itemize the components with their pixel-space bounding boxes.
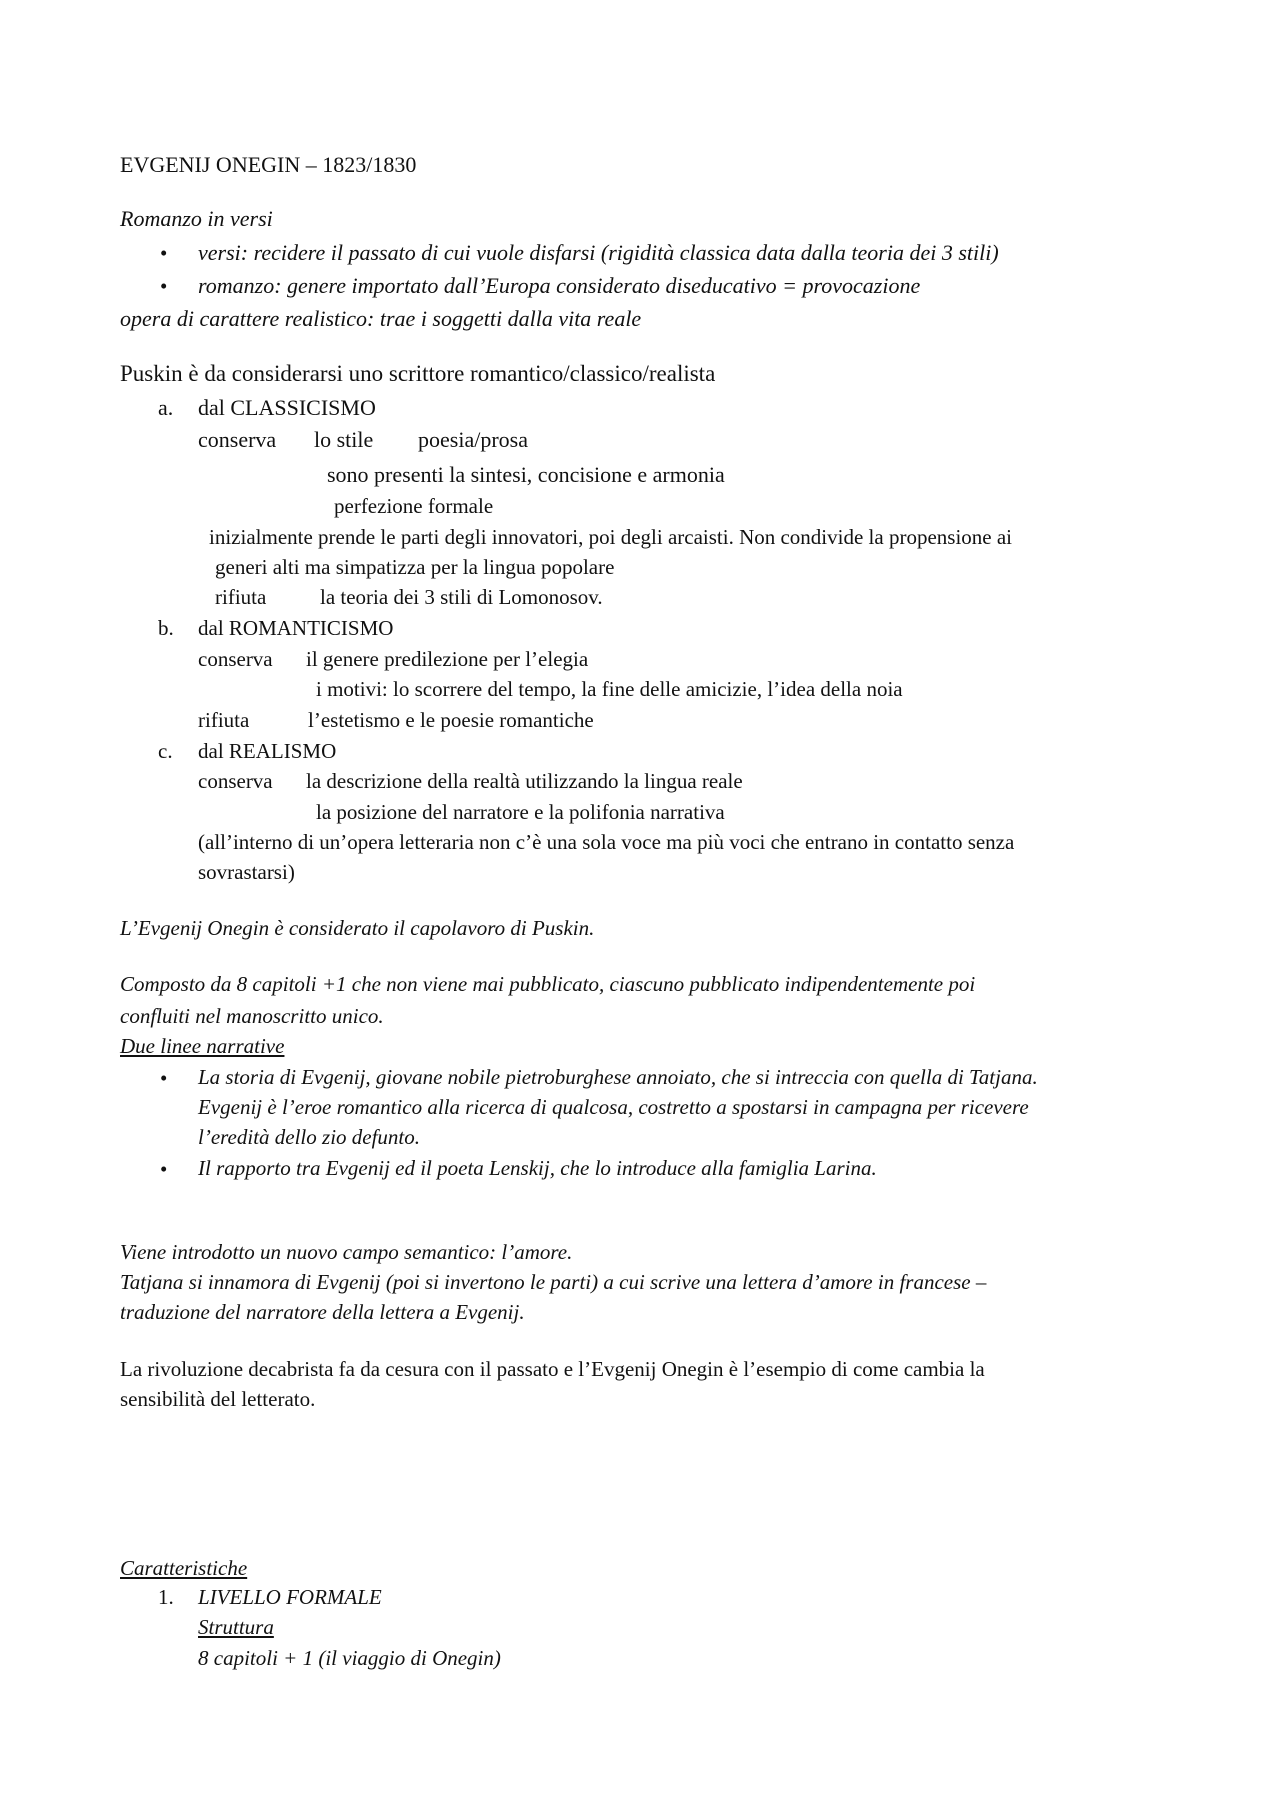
realismo-heading: dal REALISMO [198, 739, 337, 763]
list-marker-c: c. [158, 739, 173, 763]
list-marker-b: b. [158, 616, 174, 640]
intro-bullet-romanzo: romanzo: genere importato dall’Europa considerato diseducativo = provocazione [198, 273, 921, 298]
capolavoro-sentence: L’Evgenij Onegin è considerato il capolavoro di Puskin. [120, 916, 595, 940]
composto-line-2: confluiti nel manoscritto unico. [120, 1004, 384, 1028]
bullet-marker: • [160, 1157, 168, 1181]
struttura-heading: Struttura [198, 1615, 274, 1639]
realismo-posizione: la posizione del narratore e la polifonia narrativa [316, 800, 725, 824]
romanticismo-rifiuta: rifiuta [198, 708, 250, 732]
romanticismo-conserva: conserva [198, 647, 273, 671]
rivoluzione-line-1: La rivoluzione decabrista fa da cesura con il passato e l’Evgenij Onegin è l’esempio di come cambia la [120, 1357, 985, 1381]
classicismo-stile: lo stile [314, 427, 374, 452]
classicismo-generi: generi alti ma simpatizza per la lingua popolare [215, 555, 615, 579]
classicismo-perfezione: perfezione formale [334, 494, 494, 518]
romanticismo-motivi: i motivi: lo scorrere del tempo, la fine delle amicizie, l’idea della noia [316, 677, 903, 701]
classicismo-sintesi: sono presenti la sintesi, concisione e armonia [327, 462, 725, 487]
classicismo-heading: dal CLASSICISMO [198, 395, 376, 420]
amore-line-2: Tatjana si innamora di Evgenij (poi si invertono le parti) a cui scrive una lettera d’amore in francese – [120, 1270, 987, 1294]
composto-line-1: Composto da 8 capitoli +1 che non viene mai pubblicato, ciascuno pubblicato indipendentemente poi [120, 972, 976, 996]
bullet-marker: • [160, 1066, 168, 1090]
linee-bullet-1-line-3: l’eredità dello zio defunto. [198, 1125, 421, 1149]
bullet-marker: • [160, 274, 168, 298]
linee-heading: Due linee narrative [120, 1034, 285, 1058]
classicismo-innovatori: inizialmente prende le parti degli innovatori, poi degli arcaisti. Non condivide la propensione ai [209, 525, 1013, 549]
livello-formale: LIVELLO FORMALE [198, 1585, 382, 1609]
linee-bullet-1-line-2: Evgenij è l’eroe romantico alla ricerca di qualcosa, costretto a spostarsi in campagna per ricevere [198, 1095, 1029, 1119]
document-title: EVGENIJ ONEGIN – 1823/1830 [120, 152, 417, 177]
realismo-parenthesis-2: sovrastarsi) [198, 860, 295, 884]
list-marker-1: 1. [158, 1585, 174, 1609]
romanticismo-estetismo: l’estetismo e le poesie romantiche [308, 708, 594, 732]
realismo-parenthesis-1: (all’interno di un’opera letteraria non c’è una sola voce ma più voci che entrano in contatto senza [198, 830, 1015, 854]
classicismo-poesia: poesia/prosa [418, 427, 528, 452]
amore-line-1: Viene introdotto un nuovo campo semantico: l’amore. [120, 1240, 573, 1264]
intro-heading: Romanzo in versi [120, 206, 273, 231]
classicismo-conserva: conserva [198, 427, 277, 452]
bullet-marker: • [160, 241, 168, 265]
list-marker-a: a. [158, 395, 174, 420]
classicismo-teoria: la teoria dei 3 stili di Lomonosov. [320, 585, 603, 609]
linee-bullet-2: Il rapporto tra Evgenij ed il poeta Lenskij, che lo introduce alla famiglia Larina. [198, 1156, 877, 1180]
rivoluzione-line-2: sensibilità del letterato. [120, 1387, 316, 1411]
puskin-statement: Puskin è da considerarsi uno scrittore romantico/classico/realista [120, 361, 716, 386]
romanticismo-genere: il genere predilezione per l’elegia [306, 647, 589, 671]
caratteristiche-heading: Caratteristiche [120, 1556, 248, 1580]
realismo-descrizione: la descrizione della realtà utilizzando la lingua reale [306, 769, 743, 793]
intro-note: opera di carattere realistico: trae i soggetti dalla vita reale [120, 306, 642, 331]
intro-bullet-versi: versi: recidere il passato di cui vuole disfarsi (rigidità classica data dalla teoria dei 3 stili) [198, 240, 999, 265]
realismo-conserva: conserva [198, 769, 273, 793]
struttura-capitoli: 8 capitoli + 1 (il viaggio di Onegin) [198, 1646, 501, 1670]
romanticismo-heading: dal ROMANTICISMO [198, 616, 394, 640]
classicismo-rifiuta: rifiuta [215, 585, 267, 609]
linee-bullet-1-line-1: La storia di Evgenij, giovane nobile pietroburghese annoiato, che si intreccia con quella di Tatjana. [198, 1065, 1038, 1089]
amore-line-3: traduzione del narratore della lettera a Evgenij. [120, 1300, 525, 1324]
